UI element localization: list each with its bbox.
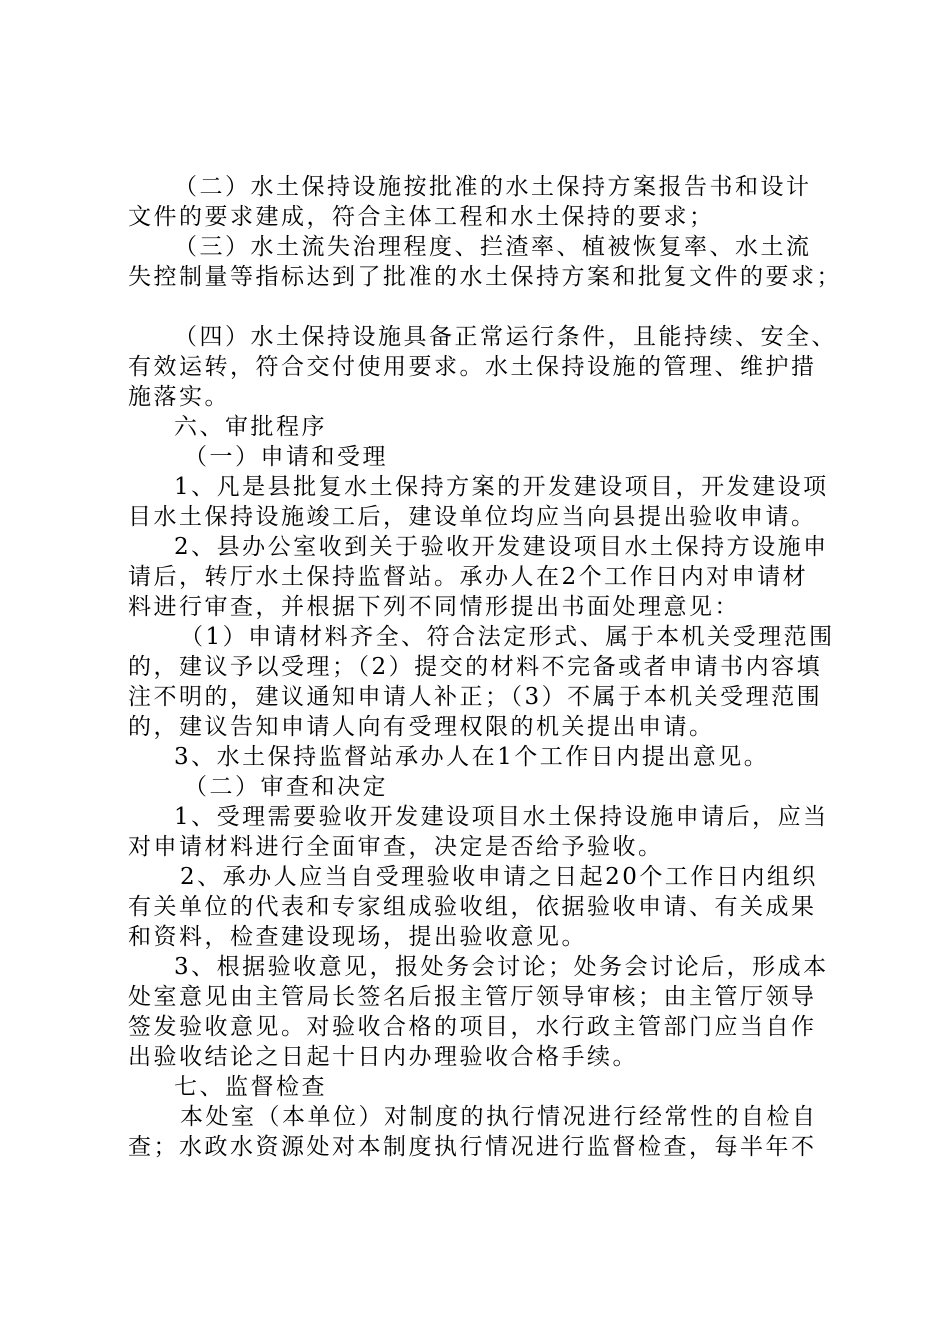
paragraph-line: 目水土保持设施竣工后，建设单位均应当向县提出验收申请。	[128, 504, 817, 530]
paragraph-line: 1、凡是县批复水土保持方案的开发建设项目，开发建设项	[174, 474, 829, 500]
paragraph-line: 查；水政水资源处对本制度执行情况进行监督检查，每半年不	[128, 1134, 817, 1160]
paragraph-line: 对申请材料进行全面审查，决定是否给予验收。	[128, 834, 664, 860]
section-heading: 七、监督检查	[174, 1074, 327, 1100]
paragraph-line: 失控制量等指标达到了批准的水土保持方案和批复文件的要求；	[128, 264, 842, 290]
paragraph-line: 3、根据验收意见，报处务会讨论；处务会讨论后，形成本	[174, 954, 829, 980]
subsection-heading: （二）审查和决定	[184, 774, 388, 800]
paragraph-line: （二）水土保持设施按批准的水土保持方案报告书和设计	[174, 174, 812, 200]
paragraph-line: 3、水土保持监督站承办人在1个工作日内提出意见。	[174, 744, 770, 770]
paragraph-line: 2、县办公室收到关于验收开发建设项目水土保持方设施申	[174, 534, 829, 560]
blank-line	[128, 292, 840, 322]
paragraph-line: （1）申请材料齐全、符合法定形式、属于本机关受理范围	[180, 624, 835, 650]
subsection-heading: （一）申请和受理	[184, 444, 388, 470]
paragraph-line: 本处室（本单位）对制度的执行情况进行经常性的自检自	[180, 1104, 818, 1130]
paragraph-line: 注不明的，建议通知申请人补正；（3）不属于本机关受理范围	[128, 684, 823, 710]
paragraph-line: 2、承办人应当自受理验收申请之日起20个工作日内组织	[180, 864, 818, 890]
section-heading: 六、审批程序	[174, 414, 327, 440]
paragraph-line: 有关单位的代表和专家组成验收组，依据验收申请、有关成果	[128, 894, 817, 920]
paragraph-line: 的，建议告知申请人向有受理权限的机关提出申请。	[128, 714, 715, 740]
document-body	[128, 172, 840, 1162]
paragraph-line: 料进行审查，并根据下列不同情形提出书面处理意见：	[128, 594, 740, 620]
paragraph-line: 请后，转厅水土保持监督站。承办人在2个工作日内对申请材	[128, 564, 809, 590]
paragraph-line: 有效运转，符合交付使用要求。水土保持设施的管理、维护措	[128, 354, 817, 380]
paragraph-line: 签发验收意见。对验收合格的项目，水行政主管部门应当自作	[128, 1014, 817, 1040]
paragraph-line: （四）水土保持设施具备正常运行条件，且能持续、安全、	[174, 324, 837, 350]
paragraph-line: 处室意见由主管局长签名后报主管厅领导审核；由主管厅领导	[128, 984, 817, 1010]
paragraph-line: 的，建议予以受理；（2）提交的材料不完备或者申请书内容填	[128, 654, 823, 680]
paragraph-line: 出验收结论之日起十日内办理验收合格手续。	[128, 1044, 638, 1070]
paragraph-line: 施落实。	[128, 384, 230, 410]
paragraph-line: 文件的要求建成，符合主体工程和水土保持的要求；	[128, 204, 715, 230]
paragraph-line: （三）水土流失治理程度、拦渣率、植被恢复率、水土流	[174, 234, 812, 260]
paragraph-line: 1、受理需要验收开发建设项目水土保持设施申请后，应当	[174, 804, 829, 830]
paragraph-line: 和资料，检查建设现场，提出验收意见。	[128, 924, 587, 950]
